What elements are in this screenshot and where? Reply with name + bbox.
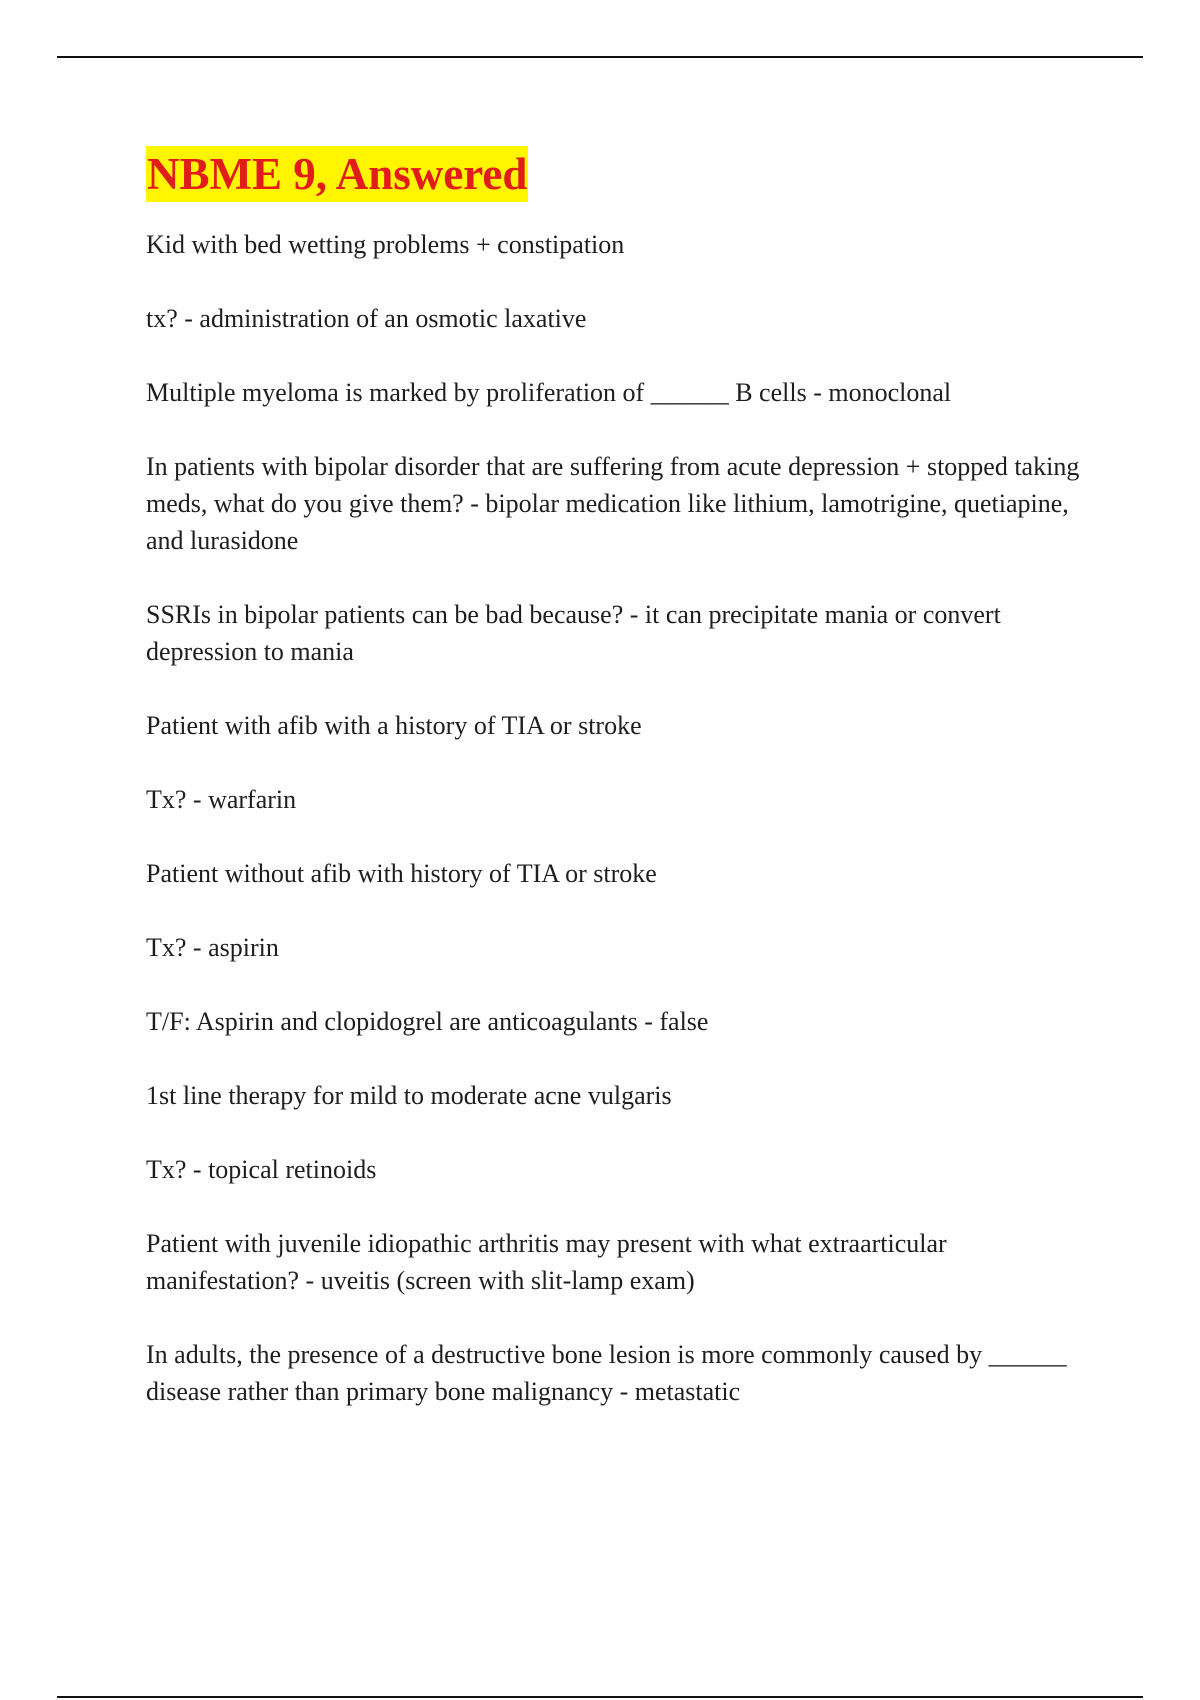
qa-paragraph: SSRIs in bipolar patients can be bad because? - it can precipitate mania or convert depression to mania: [146, 600, 1001, 666]
top-rule: [57, 56, 1143, 58]
document-content: [146, 146, 1106, 1447]
qa-paragraph: Tx? - topical retinoids: [146, 1155, 377, 1184]
qa-paragraph: In patients with bipolar disorder that are suffering from acute depression + stopped taking meds, what do you give them? - bipolar medication like lithium, lamotrigine, quetiapine, and lurasidone: [146, 452, 1080, 555]
qa-paragraph: Patient without afib with history of TIA or stroke: [146, 859, 657, 888]
qa-paragraph: Kid with bed wetting problems + constipation: [146, 230, 625, 259]
document-title: NBME 9, Answered: [146, 146, 528, 202]
qa-paragraph: Tx? - aspirin: [146, 933, 279, 962]
qa-paragraph: Multiple myeloma is marked by proliferation of ______ B cells - monoclonal: [146, 378, 952, 407]
qa-paragraph: Patient with juvenile idiopathic arthritis may present with what extraarticular manifestation? - uveitis (screen with slit-lamp exam): [146, 1229, 947, 1295]
qa-paragraph: 1st line therapy for mild to moderate acne vulgaris: [146, 1081, 672, 1110]
qa-paragraph: tx? - administration of an osmotic laxative: [146, 304, 587, 333]
qa-paragraph: In adults, the presence of a destructive bone lesion is more commonly caused by ______ disease rather than primary bone malignancy - metastatic: [146, 1340, 1067, 1406]
qa-paragraph: Tx? - warfarin: [146, 785, 297, 814]
qa-paragraph: T/F: Aspirin and clopidogrel are anticoagulants - false: [146, 1007, 709, 1036]
bottom-rule: [57, 1696, 1143, 1698]
qa-paragraph: Patient with afib with a history of TIA or stroke: [146, 711, 642, 740]
